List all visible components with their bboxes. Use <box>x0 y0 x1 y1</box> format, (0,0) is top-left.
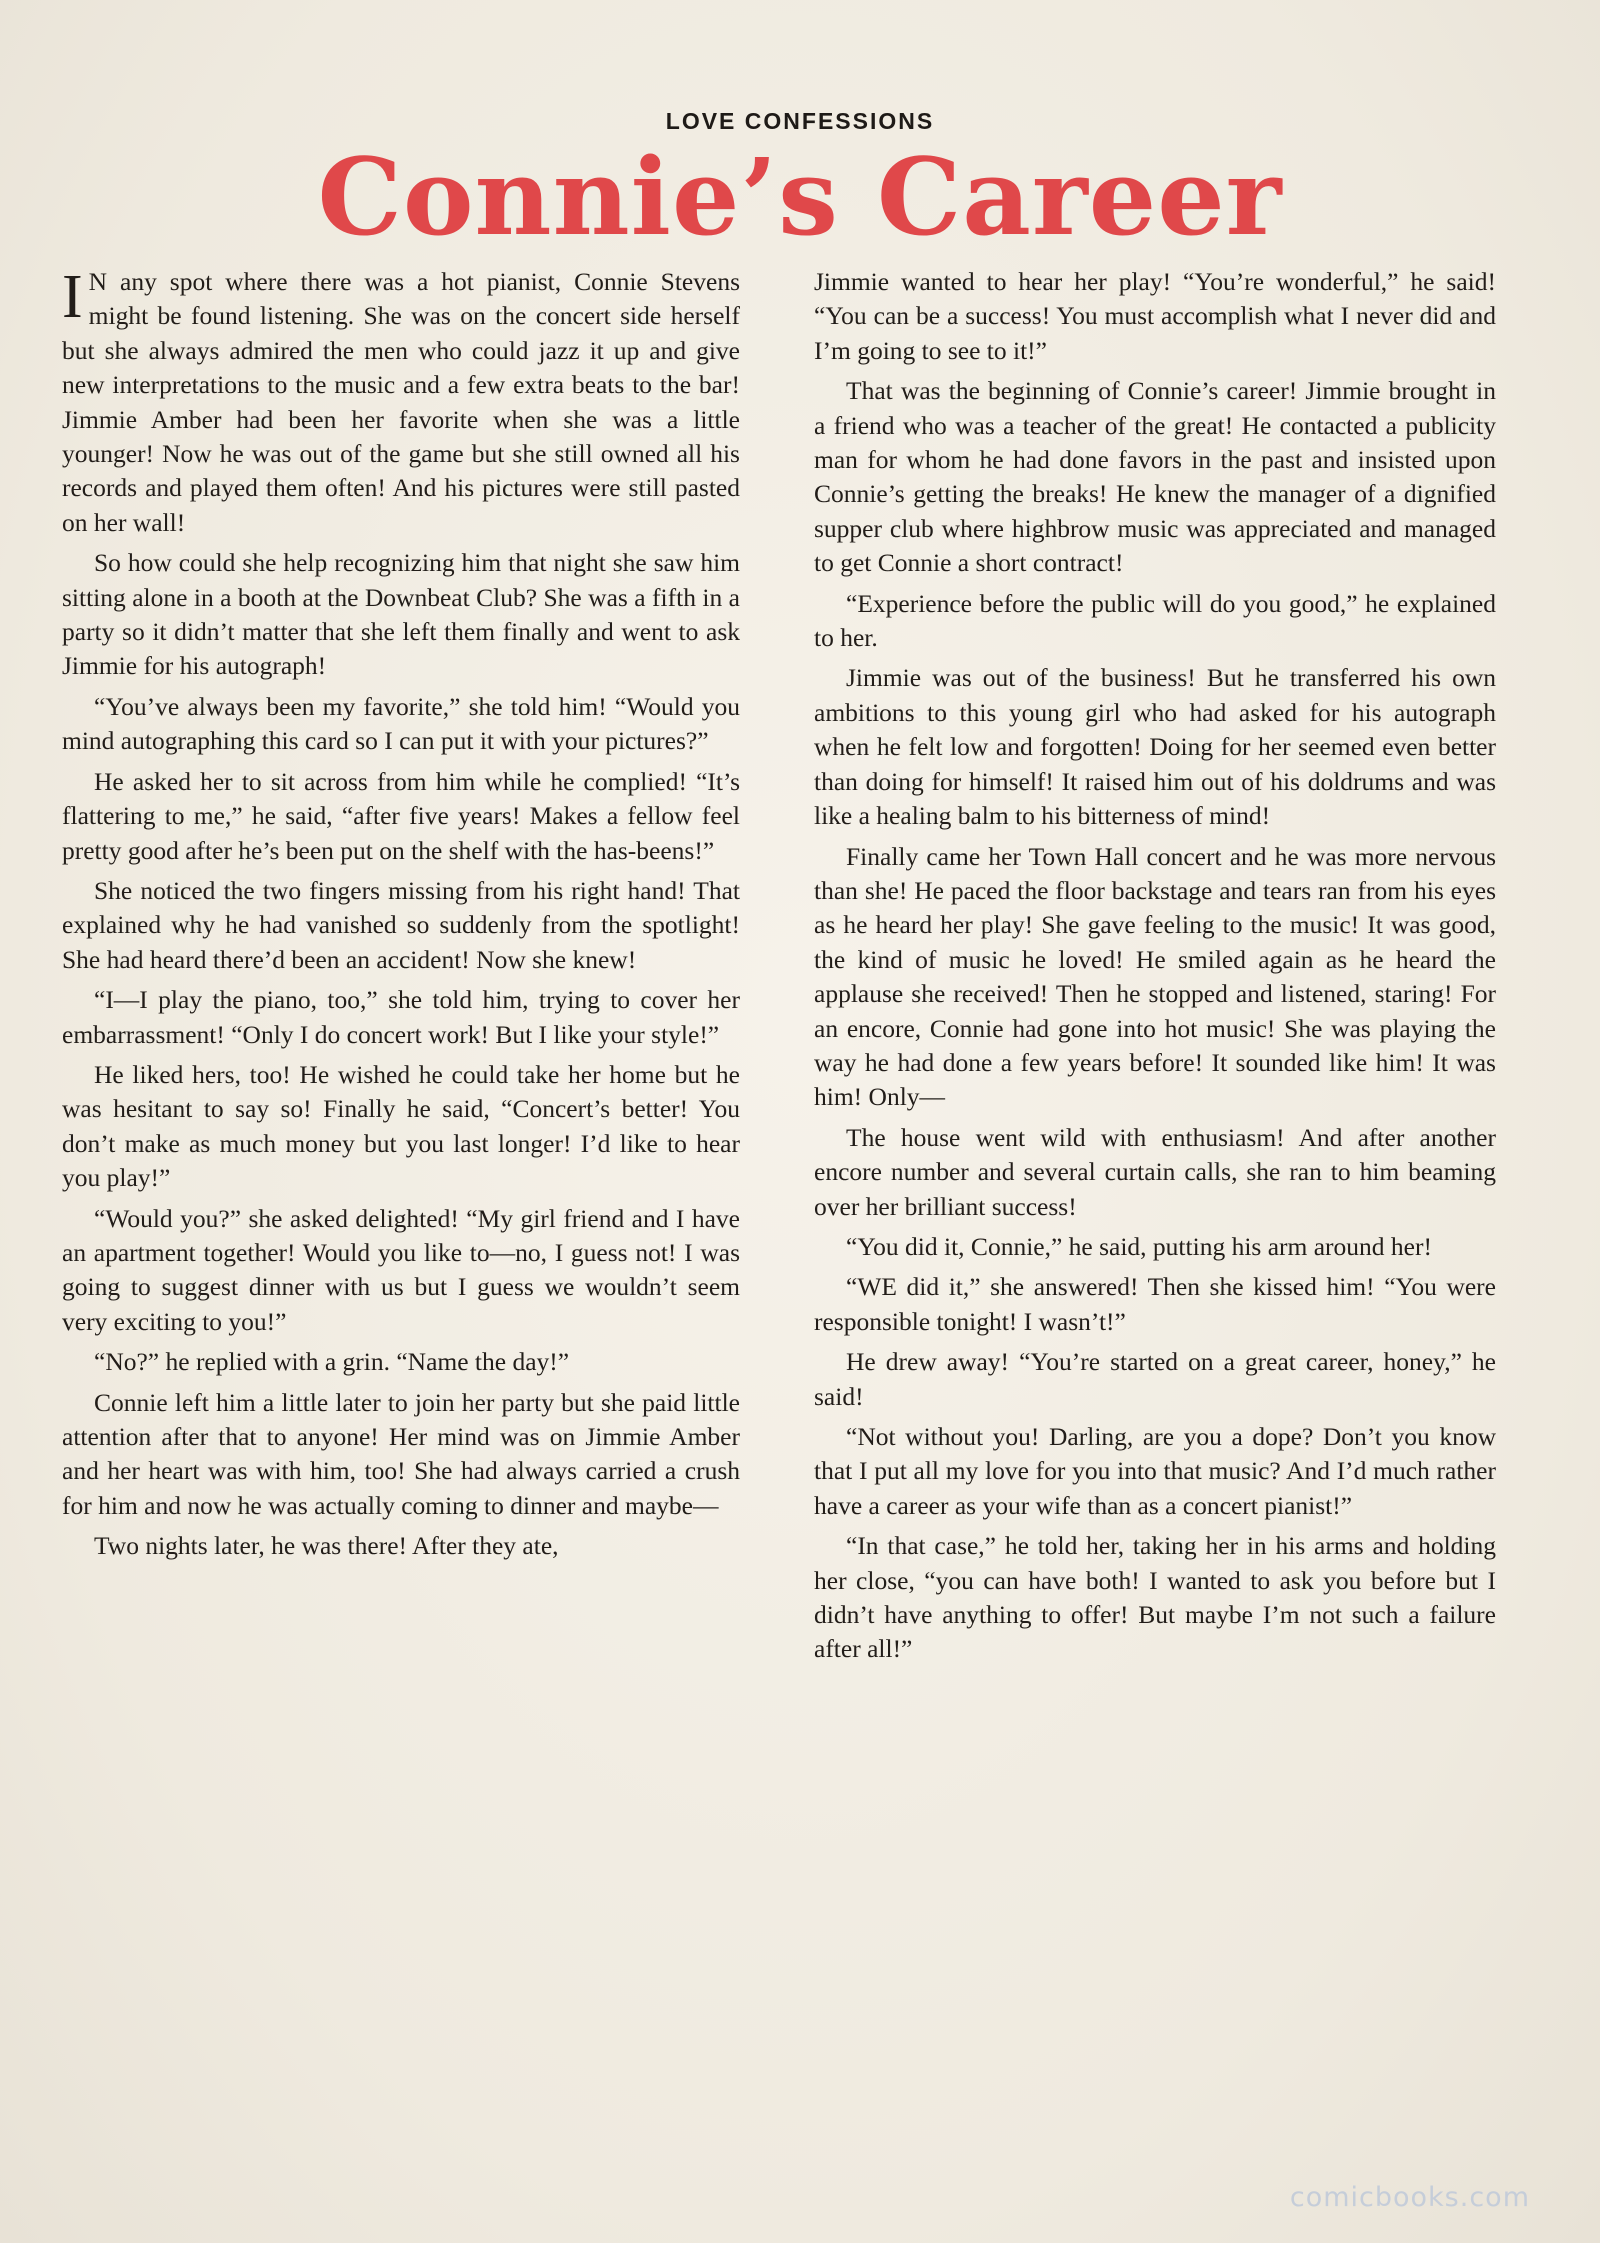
paragraph: That was the beginning of Connie’s career! Jimmie brought in a friend who was a teacher of the great! He contacted a publicity man for whom he had done favors in the past and insisted upon Connie’s getting the breaks! He knew the manager of a dignified supper club where highbrow music was appreciated and managed to get Connie a short contract! <box>814 376 1496 578</box>
left-column <box>62 265 740 1570</box>
paragraph: “You did it, Connie,” he said, putting his arm around her! <box>846 1231 1432 1261</box>
paragraph: The house went wild with enthusiasm! And after another encore number and several curtain calls, she ran to him beaming over her brilliant success! <box>814 1122 1496 1221</box>
paragraph: “WE did it,” she answered! Then she kissed him! “You were responsible tonight! I wasn’t!” <box>814 1272 1496 1336</box>
paragraph: “No?” he replied with a grin. “Name the day!” <box>94 1347 570 1377</box>
paragraph: “You’ve always been my favorite,” she told him! “Would you mind autographing this card so I can put it with your pictures?” <box>62 691 740 756</box>
paragraph: “Not without you! Darling, are you a dope? Don’t you know that I put all my love for you into that music? And I’d much rather have a career as your wife than as a concert pianist!” <box>814 1422 1496 1520</box>
paragraph: Connie left him a little later to join her party but she paid little attention after that to anyone! Her mind was on Jimmie Amber and her heart was with him, too! She had always carried a crush for him and now he was actually coming to dinner and maybe— <box>62 1387 740 1520</box>
story-title: Connie’s Career <box>317 134 1283 259</box>
paragraph: “Would you?” she asked delighted! “My girl friend and I have an apartment together! Would you like to—no, I guess not! I was going to suggest dinner with us but I guess we wouldn’t seem very exciting to you!” <box>62 1203 740 1336</box>
paragraph: So how could she help recognizing him that night she saw him sitting alone in a booth at the Downbeat Club? She was a fifth in a party so it didn’t matter that she left them finally and went to ask Jimmie for his autograph! <box>62 548 740 681</box>
paragraph: “In that case,” he told her, taking her in his arms and holding her close, “you can have both! I wanted to ask you before but I didn’t have anything to offer! But maybe I’m not such a failure after all!” <box>814 1531 1496 1664</box>
right-column <box>814 265 1496 1673</box>
paragraph: Finally came her Town Hall concert and he was more nervous than she! He paced the floor backstage and tears ran from his eyes as he heard her play! She gave feeling to the music! It was good, the kind of music he loved! He smiled again as he heard the applause she received! Then he stopped and listened, staring! For an encore, Connie had gone into hot music! She was playing the way he had done a few years before! It sounded like him! It was him! Only— <box>814 841 1496 1112</box>
paragraph: Jimmie wanted to hear her play! “You’re wonderful,” he said! “You can be a success! You must accomplish what I never did and I’m going to see to it!” <box>814 267 1496 365</box>
paragraph-text: N any spot where there was a hot pianist, Connie Stevens might be found listening. She was on the concert side herself but she always admired the men who could jazz it up and give new interpretations to the music and a few extra beats to the bar! Jimmie Amber had been her favorite when she was a little younger! Now he was out of the game but she still owned all his records and played them often! And his pictures were still pasted on her wall! <box>62 267 740 537</box>
paragraph: He liked hers, too! He wished he could take her home but he was hesitant to say so! Finally he said, “Concert’s better! You don’t make as much money but you last longer! I’d like to hear you play!” <box>62 1059 740 1193</box>
paragraph: “I—I play the piano, too,” she told him, trying to cover her embarrassment! “Only I do concert work! But I like your style!” <box>62 985 740 1049</box>
drop-cap: I <box>62 263 83 331</box>
paragraph: Two nights later, he was there! After they ate, <box>94 1531 559 1561</box>
paragraph <box>62 265 740 540</box>
paragraph: He asked her to sit across from him while he complied! “It’s flattering to me,” he said, “after five years! Makes a fellow feel pretty good after he’s been put on the shelf with the has-beens!” <box>62 766 740 865</box>
paragraph: “Experience before the public will do you good,” he explained to her. <box>814 588 1496 653</box>
paragraph: He drew away! “You’re started on a great career, honey,” he said! <box>814 1347 1496 1411</box>
watermark: comicbooks.com <box>1289 2182 1530 2213</box>
paragraph: Jimmie was out of the business! But he transferred his own ambitions to this young girl who had asked for his autograph when he felt low and forgotten! Doing for her seemed even better than doing for himself! It raised him out of his doldrums and was like a healing balm to his bitterness of mind! <box>814 663 1496 831</box>
paragraph: She noticed the two fingers missing from his right hand! That explained why he had vanished so suddenly from the spotlight! She had heard there’d been an accident! Now she knew! <box>62 875 740 974</box>
series-header: LOVE CONFESSIONS <box>665 108 935 134</box>
